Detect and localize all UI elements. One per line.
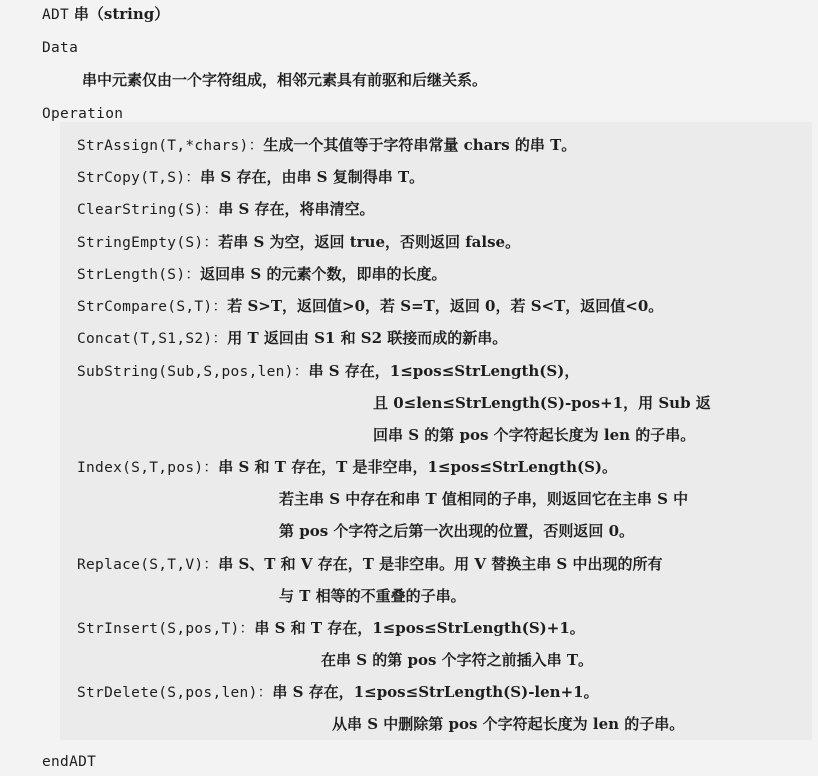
op-strcopy [77, 167, 424, 188]
operation-label: Operation [42, 106, 124, 122]
op-description: 串 S 和 T 存在，T 是非空串，1≤pos≤StrLength(S)。 [218, 458, 618, 476]
op-signature: StrAssign(T,*chars)： [77, 138, 264, 154]
op-description: 串 S、T 和 V 存在，T 是非空串。用 V 替换主串 S 中出现的所有 [218, 555, 663, 573]
adt-header [42, 4, 169, 25]
op-signature: StrDelete(S,pos,len)： [77, 685, 273, 701]
adt-keyword: ADT [42, 7, 70, 23]
data-description: 串中元素仅由一个字符组成，相邻元素具有前驱和后继关系。 [82, 71, 488, 89]
op-signature: Concat(T,S1,S2)： [77, 331, 228, 347]
op-description: 若串 S 为空，返回 true，否则返回 false。 [218, 233, 521, 251]
op-replace [77, 554, 663, 575]
adt-title: 串（string） [73, 5, 170, 23]
op-signature: StringEmpty(S)： [77, 235, 219, 251]
op-signature: StrCopy(T,S)： [77, 170, 201, 186]
op-signature: StrLength(S)： [77, 267, 201, 283]
op-signature: Replace(S,T,V)： [77, 557, 219, 573]
op-strinsert [77, 618, 585, 639]
op-signature: StrInsert(S,pos,T)： [77, 621, 255, 637]
op-description: 返回串 S 的元素个数，即串的长度。 [200, 265, 447, 283]
op-description: 若 S>T，返回值>0，若 S=T，返回 0，若 S<T，返回值<0。 [227, 297, 664, 315]
op-substring-line-2: 且 0≤len≤StrLength(S)-pos+1，用 Sub 返 [373, 394, 711, 412]
op-signature: Index(S,T,pos)： [77, 460, 219, 476]
op-description: 用 T 返回由 S1 和 S2 联接而成的新串。 [227, 329, 508, 347]
op-signature: StrCompare(S,T)： [77, 299, 228, 315]
op-description: 串 S 和 T 存在，1≤pos≤StrLength(S)+1。 [254, 619, 585, 637]
op-strcompare [77, 296, 663, 317]
op-replace-line-2: 与 T 相等的不重叠的子串。 [279, 587, 466, 605]
op-substring [77, 361, 579, 382]
op-description: 串 S 存在，1≤pos≤StrLength(S)， [308, 362, 580, 380]
end-adt-label: endADT [42, 754, 97, 770]
data-label: Data [42, 40, 79, 56]
op-substring-line-3: 回串 S 的第 pos 个字符起长度为 len 的子串。 [373, 426, 696, 444]
op-stringempty [77, 232, 520, 253]
op-strassign [77, 135, 576, 156]
op-signature: SubString(Sub,S,pos,len)： [77, 364, 309, 380]
op-strinsert-line-2: 在串 S 的第 pos 个字符之前插入串 T。 [321, 651, 594, 669]
op-description: 串 S 存在，由串 S 复制得串 T。 [200, 168, 425, 186]
op-signature: ClearString(S)： [77, 202, 219, 218]
op-description: 串 S 存在，1≤pos≤StrLength(S)-len+1。 [272, 683, 599, 701]
op-index [77, 457, 617, 478]
op-strdelete [77, 682, 599, 703]
op-concat [77, 328, 507, 349]
op-strdelete-line-2: 从串 S 中删除第 pos 个字符起长度为 len 的子串。 [332, 715, 685, 733]
op-description: 生成一个其值等于字符串常量 chars 的串 T。 [263, 136, 577, 154]
op-index-line-2: 若主串 S 中存在和串 T 值相同的子串，则返回它在主串 S 中 [279, 490, 689, 508]
op-index-line-3: 第 pos 个字符之后第一次出现的位置，否则返回 0。 [279, 522, 635, 540]
op-clearstring [77, 199, 375, 220]
op-description: 串 S 存在，将串清空。 [218, 200, 375, 218]
op-strlength [77, 264, 446, 285]
